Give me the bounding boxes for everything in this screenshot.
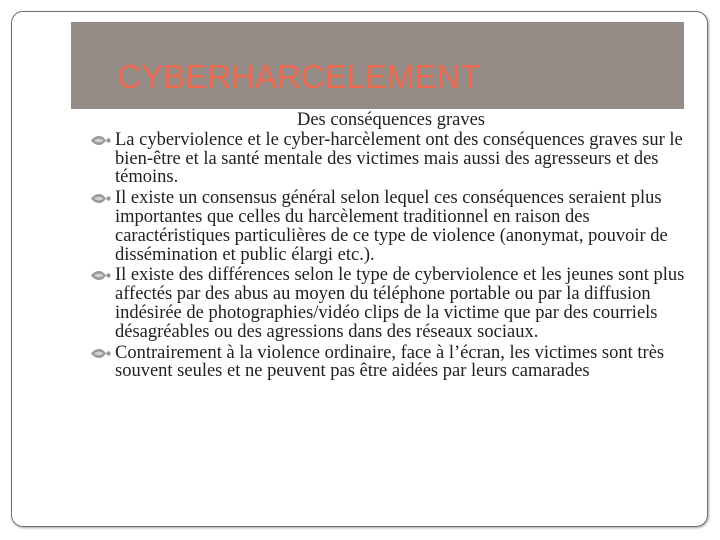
bullet-item xyxy=(90,344,690,382)
slide-title: CYBERHARCELEMENT xyxy=(118,58,482,95)
bullet-text: Il existe un consensus général selon lequel ces conséquences seraient plus importantes que celles du harcèlement traditionnel en raison des caractéristiques particulières de ce type de violence (anonymat, pouvoir de dissémination et public élargi etc.). xyxy=(115,188,668,265)
bullet-item xyxy=(90,266,690,341)
bullet-text: La cyberviolence et le cyber-harcèlement ont des conséquences graves sur le bien-être et la santé mentale des victimes mais aussi des agresseurs et des témoins. xyxy=(115,129,683,188)
bullet-item xyxy=(90,189,690,264)
slide-subtitle: Des conséquences graves xyxy=(296,110,485,130)
title-band xyxy=(71,22,684,109)
fleuron-bullet-icon xyxy=(90,189,112,208)
bullet-text: Contrairement à la violence ordinaire, face à l’écran, les victimes sont très souvent seules et ne peuvent pas être aidées par leurs camarades xyxy=(115,342,665,382)
bullet-text: Il existe des différences selon le type de cyberviolence et les jeunes sont plus affectés par des abus au moyen du téléphone portable ou par la diffusion indésirée de photographies/vidéo clips de la victime que par des courriels désagréables ou des agressions dans des réseaux sociaux. xyxy=(115,265,685,342)
fleuron-bullet-icon xyxy=(90,266,112,285)
fleuron-bullet-icon xyxy=(90,131,112,150)
fleuron-bullet-icon xyxy=(90,344,112,363)
slide-content xyxy=(90,111,690,383)
bullet-item xyxy=(90,131,690,187)
bullet-list xyxy=(90,131,690,381)
